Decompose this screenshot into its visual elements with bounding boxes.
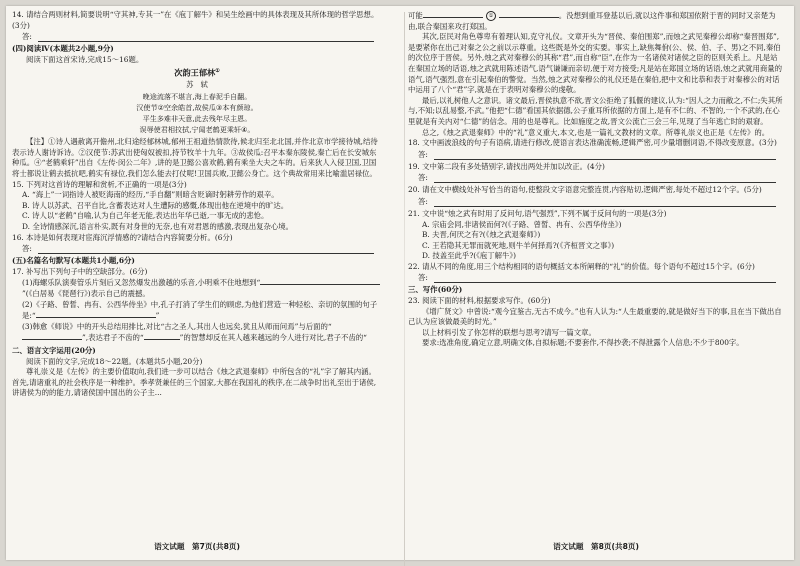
- fill-item-1[interactable]: (1)海螺乐队演奏管乐片刻后又忽然爆发出激越的乐音,小明乘不住地想到“”(《白居易《琵琶行》)表示自己的震撼。: [12, 277, 382, 299]
- question-21: 21. 文中说“烛之武有时用了反问句,语气强烈”,下列不属于反问句的一项是(3分): [408, 208, 667, 218]
- essay-requirements: 要求:选准角度,确定立意,明确文体,自拟标题;不要套作,不得抄袭;不得泄露个人信息;不少于800字。: [422, 338, 744, 348]
- passage-para-3: 总之,《烛之武退秦师》中的“礼”意义重大,本文,也是一篇礼文教材的文章。所尊礼崇义也正是《左传》的。: [422, 127, 770, 137]
- option-c[interactable]: C. 诗人以“老鹤”自喻,认为自己年老无能,表达出年华已逝,一事无成的悲怆。: [22, 211, 269, 221]
- poem-title: 次韵王郁林①: [174, 68, 220, 79]
- answer-line[interactable]: 答:: [12, 32, 382, 42]
- exam-page-7: [12, 10, 382, 556]
- part-2-passage: 尊礼崇义是《左传》的主要价值取向,我们进一步可以结合《烛之武退秦师》中所包含的“礼”字了解其内涵。首先,请诸重礼的社会秩序是一种维护。季孝贤兼任的三个国家,大都在我国礼的秩序,在二战争时出礼至出于诸侯,讲诸侯为的的能力,请诸侯国中国出的公子主...: [12, 367, 377, 398]
- part-2-intro: 阅读下面的文字,完成18～22题。(本题共5小题,20分): [26, 356, 203, 366]
- question-22: 22. 请从不同的角度,用三个结构相同的语句概括文本所阐释的“礼”的价值。每个语句不超过15个字。(6分): [408, 261, 755, 271]
- question-16: 16. 本诗是如何表现对宦海沉浮情感的?请结合内容简要分析。(6分): [12, 232, 233, 242]
- exam-page-8: [408, 10, 784, 556]
- answer-line[interactable]: 答:: [408, 273, 784, 283]
- answer-line[interactable]: 答:: [408, 197, 784, 207]
- poem-author: 苏 轼: [186, 79, 208, 89]
- poem-line: 汉使节②空余皓首,故侯瓜③本有颜琼。: [136, 103, 258, 113]
- exam-sheet: [6, 6, 794, 560]
- question-23: 23. 阅读下面的材料,根据要求写作。(60分): [408, 296, 551, 306]
- passage-continuation: 可能 ① 。没想到重耳登基以后,就以这件事和郑国依附于晋的同时又亲楚为由,联合秦国来攻打郑国。: [408, 11, 776, 31]
- answer-line[interactable]: 答:: [408, 173, 784, 183]
- passage-para-2: 最后,以礼树他人之意识。诸文最后,晋侯执意不欲,晋文公拒绝了狐偃的建议,认为:“因人之力而敝之,不仁;失其所与,不知;以乱易整,不武。”他把“仁德”看国其依据德,公子重耳所依据的方面上,是有不仁的、不智的,一个不武的,在心里就是有关内对“仁德”的信念。用的也是尊礼。比如施度之故,晋文公流亡三会三年,见现了当年逃亡时的艰窘。: [408, 95, 783, 126]
- option-d[interactable]: D. 全诗情感深沉,语言朴实,既有对身世的无奈,也有对君恩的感激,表现出复杂心境。: [22, 222, 294, 232]
- part-3-title: 三、写作(60分): [408, 285, 463, 295]
- poem-line: 平生多难非天意,此去残年尽主恩。: [142, 114, 252, 124]
- essay-quote: 《增广贤文》中曾说:“观今宜鉴古,无古不成今。”也有人认为:“人生最重要的,就是做好当下的事,且在当下做出自己认为应该做最美的时光。”: [408, 306, 782, 327]
- poem-note: 【注】①诗人遇赦离开儋州,北归途经郁林城,郁州王祖道热情款待,候北归至北北国,并作北京市学接待城,结待表示诗人谢诗诉诗。②汉使节:苏武出使匈奴被扣,持节牧羊十九年。③故侯瓜:召平本秦东陵侯,秦亡后在长安城东种瓜。④“老鹤乘轩”出自《左传·闵公二年》,讲的是卫懿公喜欢鹤,鹤有乘坐大夫之车的。后来狄人入侵卫国,卫国将士都说让鹤去抵抗吧,鹤实有禄位,我们怎么能去打仗呢!卫国兵败,卫懿公身亡。这个典故常用来比喻滥居禄位。: [12, 137, 378, 179]
- section-5-title: (五)名篇名句默写(本题共1小题,6分): [12, 256, 135, 266]
- option-a[interactable]: A. 宗庙会同,非诸侯而何?(《子路、曾皙、冉有、公西华侍坐》): [422, 219, 622, 229]
- part-2-title: 二、语言文字运用(20分): [12, 345, 96, 355]
- answer-line[interactable]: 答:: [408, 150, 784, 160]
- fill-item-2[interactable]: (2)《子路、曾皙、冉有、公西华侍坐》中,孔子打消了学生们的顾虑,为他们营造一种轻松、亲切的氛围的句子是:“ ”: [22, 299, 378, 321]
- passage-para-1: 其次,臣民对角色尊卑有着理认知,克守礼仪。文章开头为“晋侯、秦伯围郑”,而烛之武见秦穆公却称“秦晋围郑”,是要紧你在出己对秦之公之前以示尊重。这些既是外交的实要。事实上,缺焦舞佾(公、侯、伯、子、男)之不同,秦伯的次位序于晋侯。另外,烛之武对秦穆公的其称“君”,而自称“臣”,在作为一名诸侯对诸侯之臣的臣则关系上。凡是站在秦国立场的话语,烛之武就用陈述语气,语气谦谦而亲切,便于对方接受;凡是站在郑国立场的话语,烛之武就用商量的语气,语气强烈,意在引起秦伯的警觉。当然,烛之武对秦穆公的礼仪还是在秦伯,把中文和比恭和表于对秦穆公的对话中运用了八个“君”字,就是在于表明对秦穆公的虔敬。: [408, 32, 783, 95]
- page-footer: 语文试题 第7页(共8页): [154, 542, 240, 552]
- option-b[interactable]: B. 诗人以苏武、召平自比,含蓄表达对人生遭际的感慨,体现出他在逆境中的旷达。: [22, 200, 289, 210]
- option-d[interactable]: D. 技盖至此乎?(《庖丁解牛》): [422, 251, 516, 261]
- fill-item-3[interactable]: (3)韩愈《师说》中的开头总结用排比,对比“古之圣人,其出人也远矣,犹且从师而问焉”与后面的“”,表达君子不齿的“ ”的智慧却反在其人越来越远的今人进行对比,君子不齿的“: [22, 321, 367, 343]
- option-a[interactable]: A. “海上”一词指诗人被贬海南的经历,“手自翻”则暗含贬谪时躬耕劳作的艰辛。: [22, 190, 279, 200]
- option-b[interactable]: B. 夫晋,何厌之有?(《烛之武退秦师》): [422, 230, 541, 240]
- question-14: 14. 请结合两则材料,简要说明“守其神,专其一”在《庖丁解牛》和吴生绘画中的具体表现及其所体现的哲学思想。(3分): [12, 10, 379, 30]
- question-17: 17. 补写出下列句子中的空缺部分。(6分): [12, 266, 148, 276]
- question-20: 20. 请在文中横线处补写恰当的语句,使整段文字语意完整连贯,内容贴切,逻辑严密,每处不超过12个字。(5分): [408, 185, 762, 195]
- option-c[interactable]: C. 王若隐其无罪而就死地,则牛羊何择焉?(《齐桓晋文之事》): [422, 240, 615, 250]
- answer-line[interactable]: 答:: [12, 244, 382, 254]
- page-fold: [404, 12, 405, 566]
- poem-line: 晚途流落不堪言,海上春泥手自翻。: [142, 92, 252, 102]
- question-15: 15. 下列对这首诗的理解和赏析,不正确的一项是(3分): [12, 179, 187, 189]
- essay-prompt: 以上材料引发了你怎样的联想与思考?请写一篇文章。: [422, 327, 596, 337]
- question-19: 19. 文中第二段有多处错别字,请找出两处并加以改正。(4分): [408, 161, 605, 171]
- section-4-title: (四)阅读Ⅳ(本题共2小题,9分): [12, 44, 114, 54]
- page-footer: 语文试题 第8页(共8页): [553, 542, 639, 552]
- section-4-intro: 阅读下面这首宋诗,完成15～16题。: [26, 54, 144, 64]
- poem-line: 误辱使君相抆拭,宁闻老鹤更乘轩④。: [139, 125, 255, 135]
- question-18: 18. 文中画波浪线的句子有语病,请进行修改,使语言表达准确流畅,逻辑严密,可少量增删词语,不得改变原意。(3分): [408, 138, 777, 148]
